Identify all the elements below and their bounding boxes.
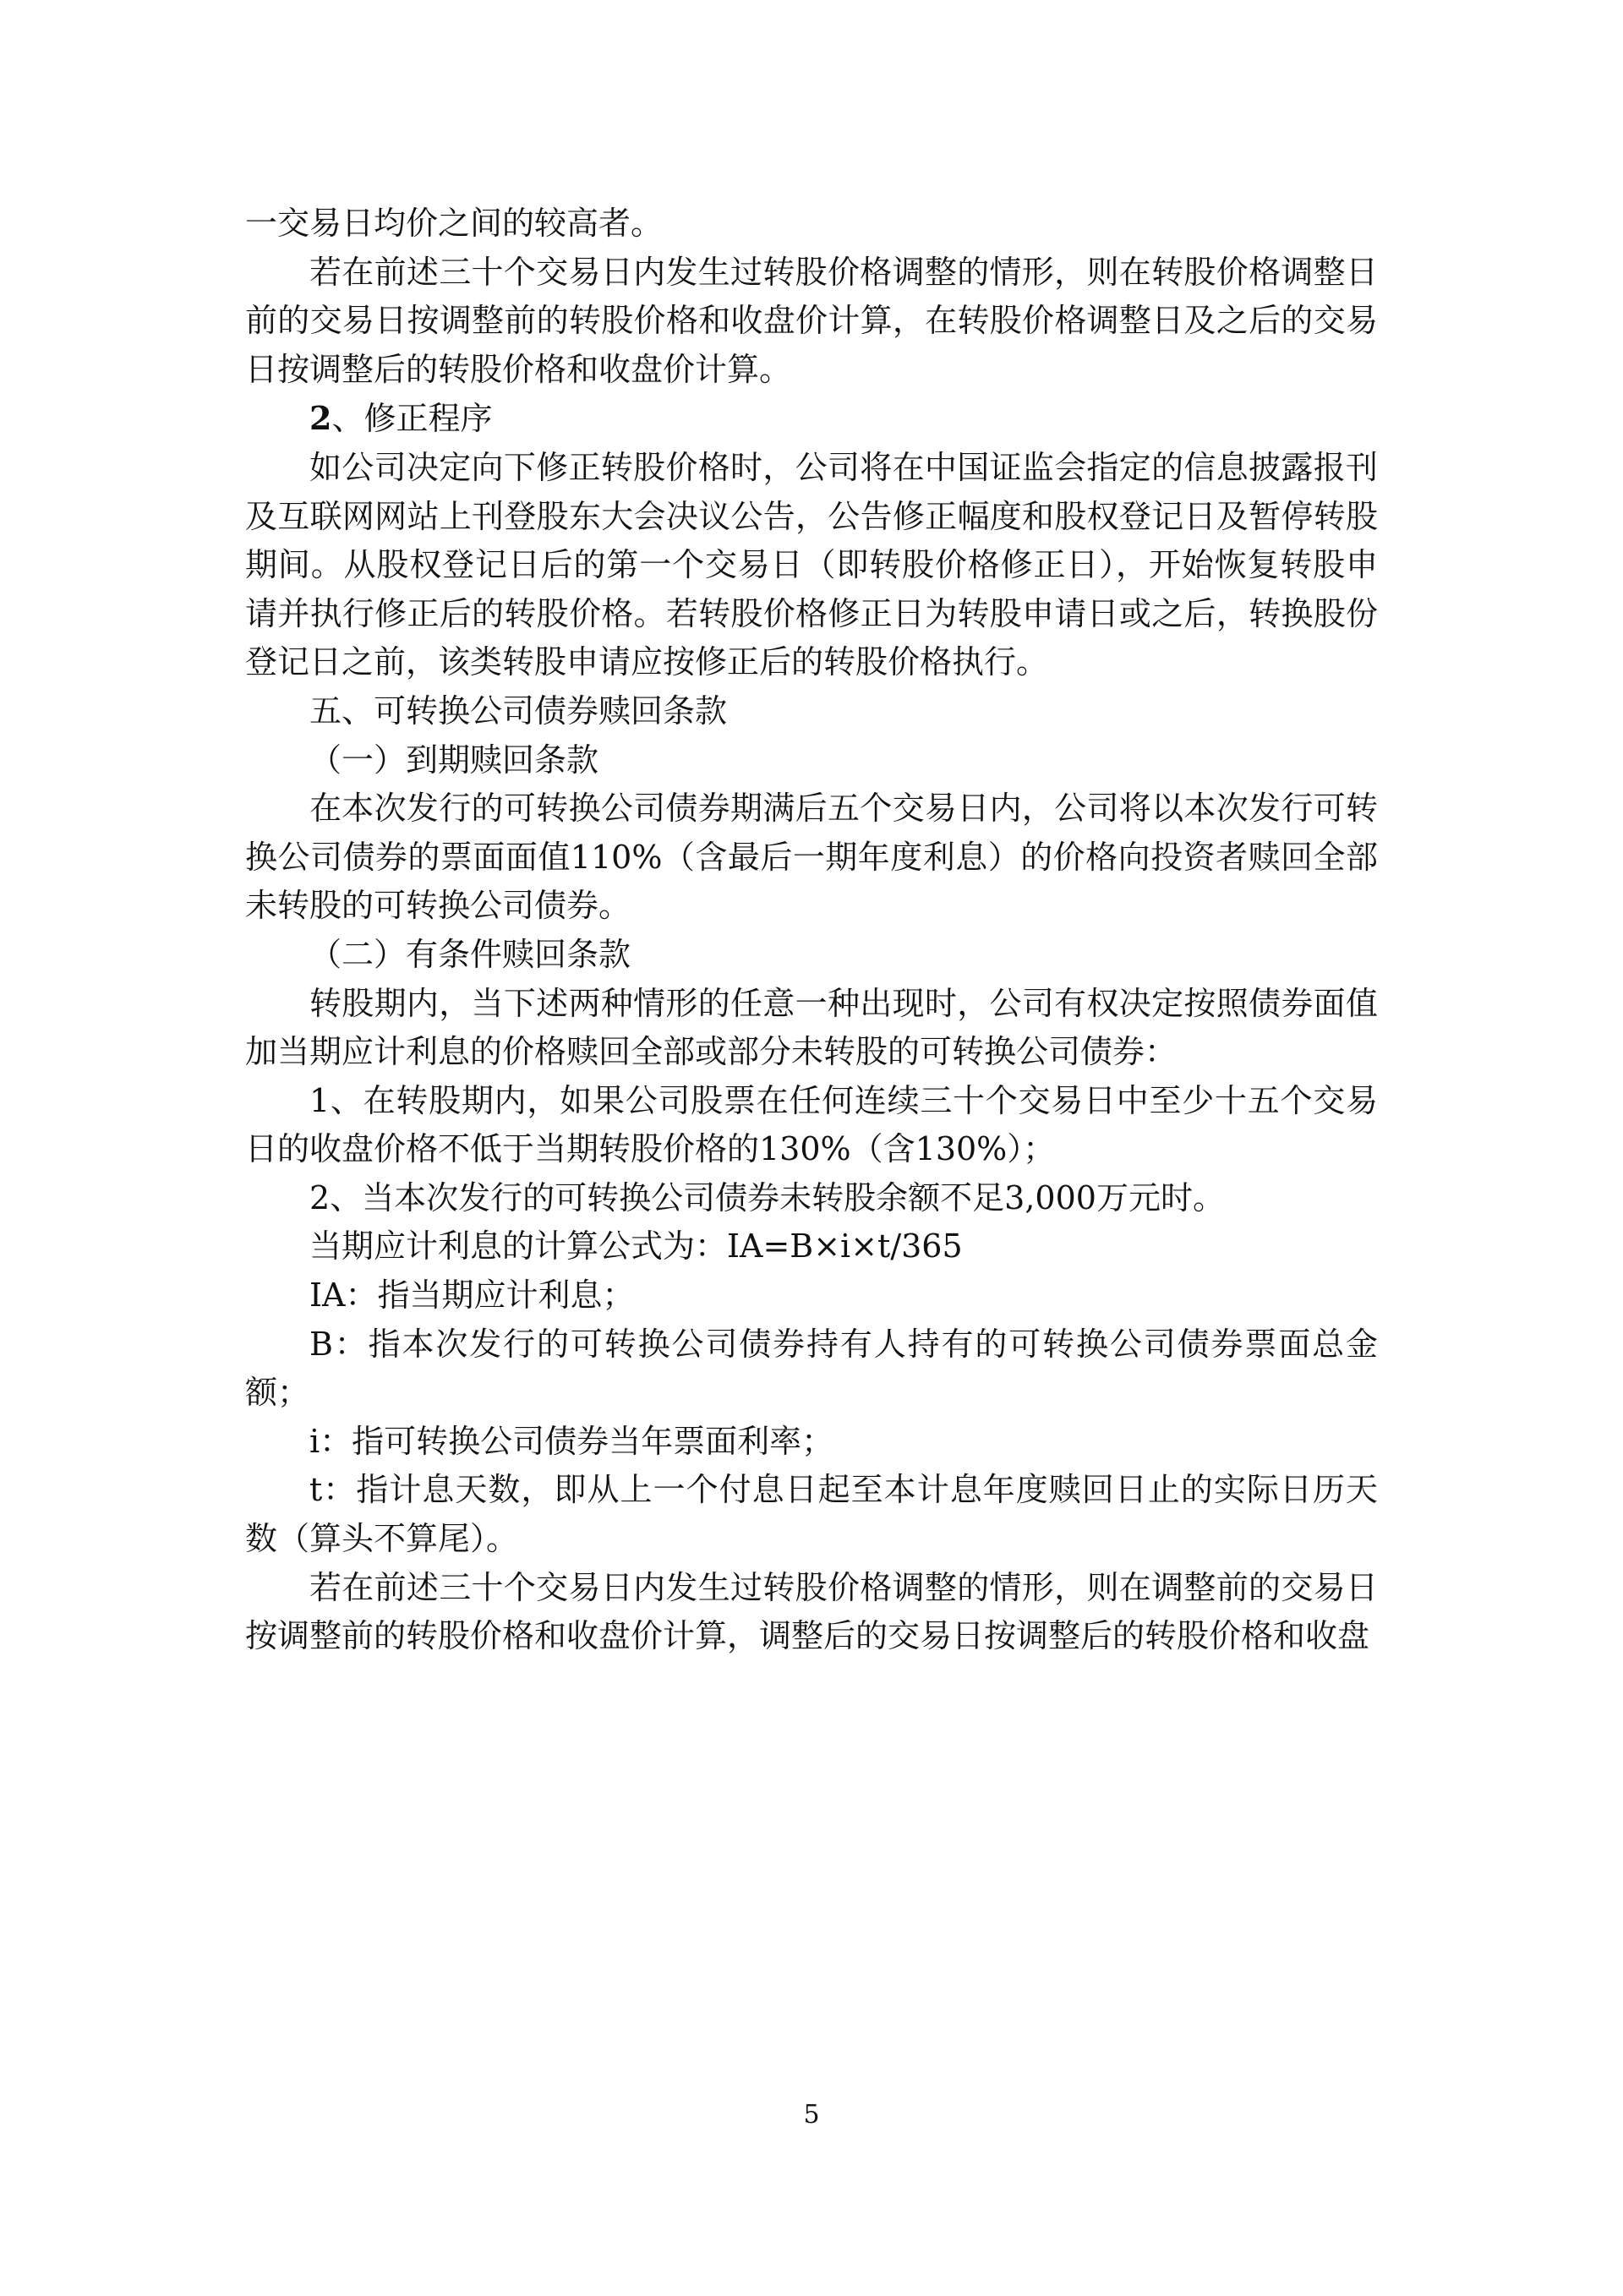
definition-b: B：指本次发行的可转换公司债券持有人持有的可转换公司债券票面总金额；: [245, 1325, 1378, 1412]
section-heading-text: 、修正程序: [331, 400, 493, 438]
paragraph-revision-procedure: 如公司决定向下修正转股价格时，公司将在中国证监会指定的信息披露报刊及互联网网站上刊登股东大会决议公告，公告修正幅度和股权登记日及暂停转股期间。从股权登记日后的第一个交易日（即转股价格修正日），开始恢复转股申请并执行修正后的转股价格。若转股价格修正日为转股申请日或之后，转换股份登记日之前，该类转股申请应按修正后的转股价格执行。: [245, 448, 1378, 681]
paragraph-conditional-redemption: 转股期内，当下述两种情形的任意一种出现时，公司有权决定按照债券面值加当期应计利息的价格赎回全部或部分未转股的可转换公司债券：: [245, 984, 1378, 1071]
paragraph-interest-formula: 当期应计利息的计算公式为：IA=B×i×t/365: [309, 1227, 963, 1266]
section-heading-redemption-terms: 五、可转换公司债券赎回条款: [309, 692, 728, 730]
subsection-heading-conditional-redemption: （二）有条件赎回条款: [309, 935, 631, 973]
definition-i: i：指可转换公司债券当年票面利率；: [309, 1422, 834, 1460]
document-body: [245, 200, 1378, 1661]
section-heading-number: 2: [309, 399, 332, 438]
paragraph-adjustment-calculation: 若在前述三十个交易日内发生过转股价格调整的情形，则在调整前的交易日按调整前的转股价格和收盘价计算，调整后的交易日按调整后的转股价格和收盘: [245, 1568, 1378, 1655]
paragraph-continuation: 一交易日均价之间的较高者。: [245, 205, 664, 242]
definition-ia: IA：指当期应计利息；: [309, 1276, 635, 1315]
list-item-condition-1: 1、在转股期内，如果公司股票在任何连续三十个交易日中至少十五个交易日的收盘价格不低于当期转股价格的130%（含130%）；: [245, 1081, 1378, 1168]
page-number: 5: [803, 2100, 820, 2129]
list-item-condition-2: 2、当本次发行的可转换公司债券未转股余额不足3,000万元时。: [309, 1178, 1225, 1216]
section-heading-revision-procedure: [245, 394, 1378, 444]
subsection-heading-maturity-redemption: （一）到期赎回条款: [309, 741, 599, 779]
paragraph-maturity-redemption: 在本次发行的可转换公司债券期满后五个交易日内，公司将以本次发行可转换公司债券的票面面值110%（含最后一期年度利息）的价格向投资者赎回全部未转股的可转换公司债券。: [245, 790, 1378, 925]
definition-t: t：指计息天数，即从上一个付息日起至本计息年度赎回日止的实际日历天数（算头不算尾）。: [245, 1471, 1378, 1558]
paragraph-price-adjustment: 若在前述三十个交易日内发生过转股价格调整的情形，则在转股价格调整日前的交易日按调整前的转股价格和收盘价计算，在转股价格调整日及之后的交易日按调整后的转股价格和收盘价计算。: [245, 253, 1378, 388]
